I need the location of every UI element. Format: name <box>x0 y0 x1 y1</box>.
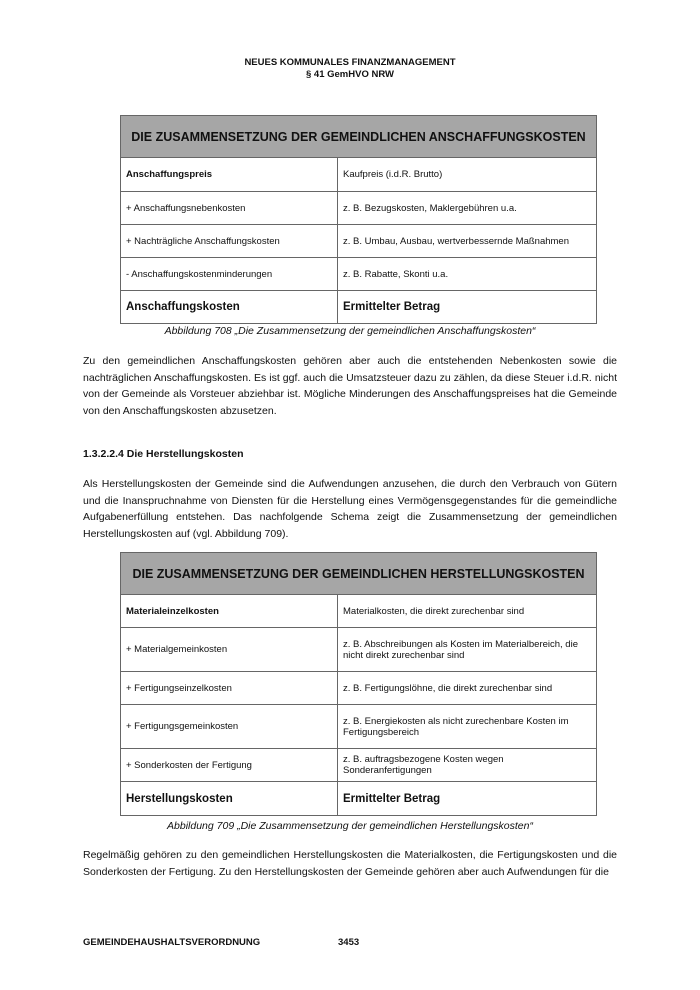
table-cell-value: z. B. Rabatte, Skonti u.a. <box>338 258 597 291</box>
table-cell-value: z. B. Bezugskosten, Maklergebühren u.a. <box>338 192 597 225</box>
table-title: DIE ZUSAMMENSETZUNG DER GEMEINDLICHEN HERSTELLUNGSKOSTEN <box>121 553 597 595</box>
page-number: 3453 <box>338 937 360 948</box>
table-cell-label: + Sonderkosten der Fertigung <box>121 749 338 782</box>
table-cell-value: Kaufpreis (i.d.R. Brutto) <box>338 158 597 192</box>
table-total-label: Anschaffungskosten <box>121 291 338 324</box>
table-cell-label: + Fertigungsgemeinkosten <box>121 705 338 749</box>
table-cell-value: Materialkosten, die direkt zurechenbar sind <box>338 595 597 628</box>
page-header <box>0 57 700 81</box>
paragraph-1: Zu den gemeindlichen Anschaffungskosten gehören aber auch die entstehenden Nebenkosten sowie die nachträglichen Anschaffungskosten. Es ist ggf. auch die Umsatzsteuer dazu zu zählen, da diese Steuer i.d.R. nicht von der Gemeinde als Vorsteuer abziehbar ist. Mögliche Minderungen des Anschaffungspreises hat die Gemeinde von den Anschaffungskosten abzusetzen. <box>83 355 617 417</box>
table-cell-label: Anschaffungspreis <box>121 158 338 192</box>
acquisition-cost-table <box>120 115 597 324</box>
table-cell-label: + Anschaffungsnebenkosten <box>121 192 338 225</box>
paragraph-3: Regelmäßig gehören zu den gemeindlichen Herstellungskosten die Materialkosten, die Fertigungskosten und die Sonderkosten der Fertigung. Zu den Herstellungskosten der Gemeinde gehören aber auch Aufwendungen für die <box>83 849 617 878</box>
paragraph-2: Als Herstellungskosten der Gemeinde sind die Aufwendungen anzusehen, die durch den Verbrauch von Gütern und die Inanspruchnahme von Diensten für die Herstellung eines Vermögensgegenstandes für die gemeindliche Aufgabenerfüllung entstehen. Das nachfolgende Schema zeigt die Zusammensetzung der gemeindlichen Herstellungskosten auf (vgl. Abbildung 709). <box>83 478 617 540</box>
figure-caption-708: Abbildung 708 „Die Zusammensetzung der gemeindlichen Anschaffungskosten“ <box>164 325 536 337</box>
section-heading: 1.3.2.2.4 Die Herstellungskosten <box>83 448 244 460</box>
table-cell-label: - Anschaffungskostenminderungen <box>121 258 338 291</box>
table-cell-label: Materialeinzelkosten <box>121 595 338 628</box>
table-cell-value: z. B. Fertigungslöhne, die direkt zurechenbar sind <box>338 672 597 705</box>
table-cell-value: z. B. Energiekosten als nicht zurechenbare Kosten im Fertigungsbereich <box>338 705 597 749</box>
table-cell-value: z. B. Umbau, Ausbau, wertverbessernde Maßnahmen <box>338 225 597 258</box>
figure-caption-709: Abbildung 709 „Die Zusammensetzung der gemeindlichen Herstellungskosten“ <box>167 820 533 832</box>
table-total-label: Herstellungskosten <box>121 782 338 816</box>
table-cell-value: z. B. Abschreibungen als Kosten im Materialbereich, die nicht direkt zurechenbar sind <box>338 628 597 672</box>
production-cost-table <box>120 552 597 816</box>
table-total-value: Ermittelter Betrag <box>338 782 597 816</box>
footer-title: GEMEINDEHAUSHALTSVERORDNUNG <box>83 937 261 948</box>
table-title: DIE ZUSAMMENSETZUNG DER GEMEINDLICHEN ANSCHAFFUNGSKOSTEN <box>121 116 597 158</box>
table-cell-value: z. B. auftragsbezogene Kosten wegen Sonderanfertigungen <box>338 749 597 782</box>
table-cell-label: + Nachträgliche Anschaffungskosten <box>121 225 338 258</box>
table-cell-label: + Materialgemeinkosten <box>121 628 338 672</box>
table-total-value: Ermittelter Betrag <box>338 291 597 324</box>
table-cell-label: + Fertigungseinzelkosten <box>121 672 338 705</box>
header-line-2: § 41 GemHVO NRW <box>306 69 394 80</box>
header-line-1: NEUES KOMMUNALES FINANZMANAGEMENT <box>244 57 456 68</box>
